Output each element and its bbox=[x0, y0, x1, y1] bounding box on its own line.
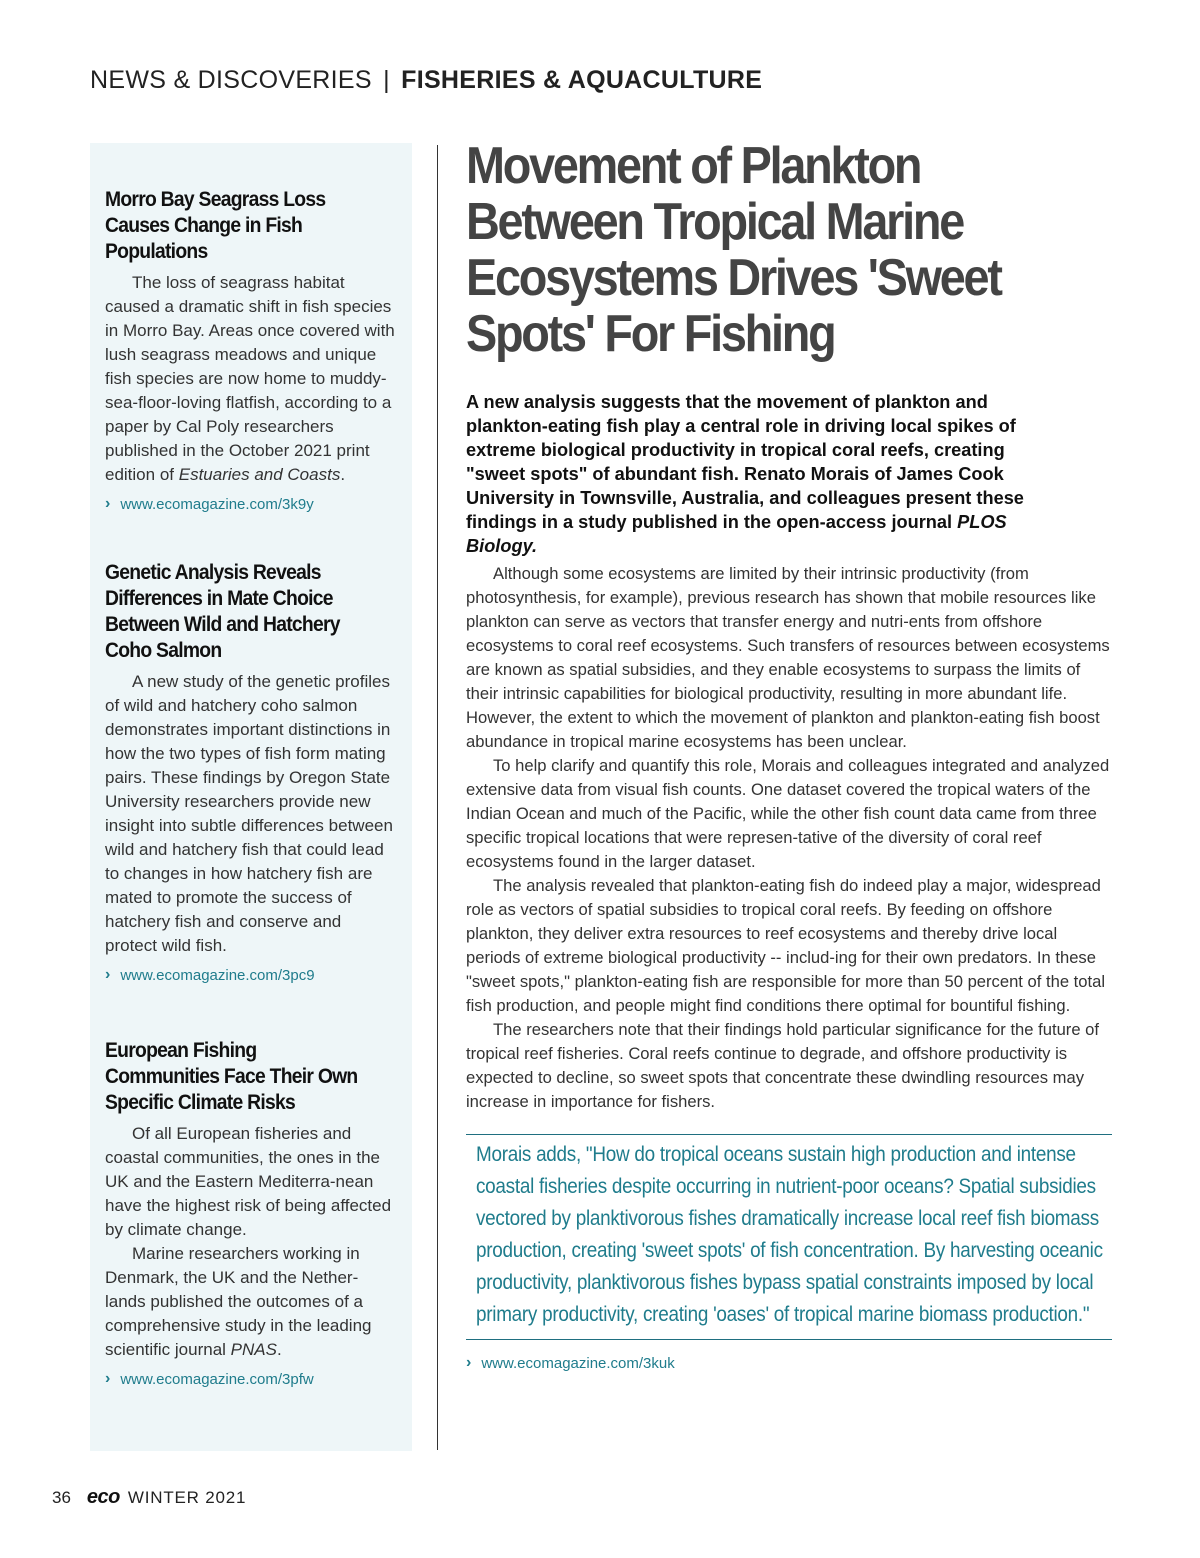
article-paragraph: To help clarify and quantify this role, Morais and colleagues integrated and analyzed extensive data from visual fish counts. One dataset covered the tropical waters of the Indian Ocean and much of the Pacific, while the other fish count data came from three specific tropical locations that were represen-tative of the diversity of coral reef ecosystems found in the larger dataset. bbox=[466, 756, 1110, 871]
chevron-right-icon: › bbox=[105, 495, 111, 512]
sidebar-story-european-fishing bbox=[105, 1038, 395, 1388]
body-text: Marine researchers working in Denmark, the UK and the Nether-lands published the outcomes of a comprehensive study in the leading scientific journal bbox=[105, 1244, 372, 1359]
sidebar-story-body bbox=[105, 1122, 395, 1362]
page-footer bbox=[52, 1486, 246, 1509]
pull-quote bbox=[466, 1134, 1112, 1340]
main-article bbox=[466, 138, 1112, 1372]
link-url[interactable]: www.ecomagazine.com/3pfw bbox=[120, 1370, 314, 1388]
page-number: 36 bbox=[52, 1487, 71, 1507]
article-paragraph: The researchers note that their findings hold particular significance for the future of tropical reef fisheries. Coral reefs continue to degrade, and offshore productivity is expected to decline, so sweet spots that concentrate these dwindling resources may increase in importance for fishers. bbox=[466, 1020, 1100, 1111]
section-header bbox=[90, 66, 762, 95]
body-text-end: . bbox=[276, 1340, 282, 1359]
section-label: NEWS & DISCOVERIES bbox=[90, 66, 372, 94]
magazine-logo: eco bbox=[86, 1486, 120, 1508]
sidebar-story-link[interactable] bbox=[105, 966, 395, 984]
journal-name: Estuaries and Coasts bbox=[178, 465, 341, 484]
news-sidebar bbox=[90, 143, 412, 1451]
sidebar-story-morro-bay bbox=[105, 187, 395, 513]
article-headline: Movement of Plankton Between Tropical Marine Ecosystems Drives 'Sweet Spots' For Fishing bbox=[466, 137, 1001, 363]
chevron-right-icon: › bbox=[105, 1370, 111, 1387]
sidebar-story-link[interactable] bbox=[105, 1370, 395, 1388]
sidebar-story-title: Genetic Analysis Reveals Differences in Mate Choice Between Wild and Hatchery Coho Salmon bbox=[105, 561, 340, 662]
pull-quote-text: Morais adds, "How do tropical oceans sustain high production and intense coastal fisheries despite occurring in nutrient-poor oceans? Spatial subsidies vectored by planktivorous fishes dramatically increase local reef fish biomass production, creating 'sweet spots' of fish concentration. By harvesting oceanic productivity, planktivorous fishes bypass spatial constraints imposed by local primary productivity, creating 'oases' of tropical marine biomass production." bbox=[476, 1143, 1103, 1326]
chevron-right-icon: › bbox=[105, 966, 111, 983]
body-text: Of all European fisheries and coastal communities, the ones in the UK and the Eastern Mediterra-nean have the highest risk of being affected by climate change. bbox=[105, 1124, 392, 1239]
article-paragraph: The analysis revealed that plankton-eating fish do indeed play a major, widespread role as vectors of spatial subsidies to tropical coral reefs. By feeding on offshore plankton, they deliver extra resources to reef ecosystems and thereby drive local periods of extreme biological productivity -- includ-ing for their own predators. In these "sweet spots," plankton-eating fish are responsible for more than 50 percent of the total fish production, and people might find conditions there optimal for bountiful fishing. bbox=[466, 876, 1106, 1015]
article-paragraph: Although some ecosystems are limited by their intrinsic productivity (from photosynthesis, for example), previous research has shown that mobile resources like plankton can serve as vectors that transfer energy and nutri-ents from offshore ecosystems to coral reef ecosystems. Such transfers of resources between ecosystems are known as spatial subsidies, and they enable ecosystems to surpass the limits of their intrinsic capabilities for biological productivity, resulting in more abundant life. However, the extent to which the movement of plankton and plankton-eating fish boost abundance in tropical marine ecosystems has been unclear. bbox=[466, 564, 1110, 751]
body-text: The loss of seagrass habitat caused a dramatic shift in fish species in Morro Bay. Areas once covered with lush seagrass meadows and unique fish species are now home to muddy-sea-floor-loving flatfish, according to a paper by Cal Poly researchers published in the October 2021 print edition of bbox=[105, 273, 395, 484]
article-lede bbox=[466, 390, 1046, 558]
journal-name: PLOS Biology. bbox=[466, 512, 1007, 556]
journal-name: PNAS bbox=[230, 1340, 277, 1359]
sidebar-story-body bbox=[105, 670, 395, 958]
column-divider bbox=[437, 145, 438, 1450]
issue-label: WINTER 2021 bbox=[127, 1487, 247, 1507]
article-body bbox=[466, 562, 1112, 1114]
link-url[interactable]: www.ecomagazine.com/3kuk bbox=[481, 1354, 675, 1372]
body-text: A new study of the genetic profiles of wild and hatchery coho salmon demonstrates important distinctions in how the two types of fish form mating pairs. These findings by Oregon State University researchers provide new insight into subtle differences between wild and hatchery fish that could lead to changes in how hatchery fish are mated to promote the success of hatchery fish and conserve and protect wild fish. bbox=[105, 672, 393, 955]
sidebar-story-title: European Fishing Communities Face Their Own Specific Climate Risks bbox=[105, 1039, 358, 1114]
sidebar-story-coho-salmon bbox=[105, 560, 395, 984]
sidebar-story-body bbox=[105, 271, 395, 487]
sidebar-story-title: Morro Bay Seagrass Loss Causes Change in Fish Populations bbox=[105, 188, 326, 263]
chevron-right-icon: › bbox=[466, 1354, 472, 1371]
body-text-end: . bbox=[340, 465, 346, 484]
link-url[interactable]: www.ecomagazine.com/3k9y bbox=[120, 495, 314, 513]
article-link[interactable] bbox=[466, 1354, 1112, 1372]
lede-text: A new analysis suggests that the movement of plankton and plankton-eating fish play a central role in driving local spikes of extreme biological productivity in tropical coral reefs, creating "sweet spots" of abundant fish. Renato Morais of James Cook University in Townsville, Australia, and colleagues present these findings in a study published in the open-access journal bbox=[466, 392, 1024, 532]
sidebar-story-link[interactable] bbox=[105, 495, 395, 513]
section-topic: FISHERIES & AQUACULTURE bbox=[401, 66, 763, 94]
header-separator: | bbox=[383, 66, 390, 94]
link-url[interactable]: www.ecomagazine.com/3pc9 bbox=[120, 966, 315, 984]
